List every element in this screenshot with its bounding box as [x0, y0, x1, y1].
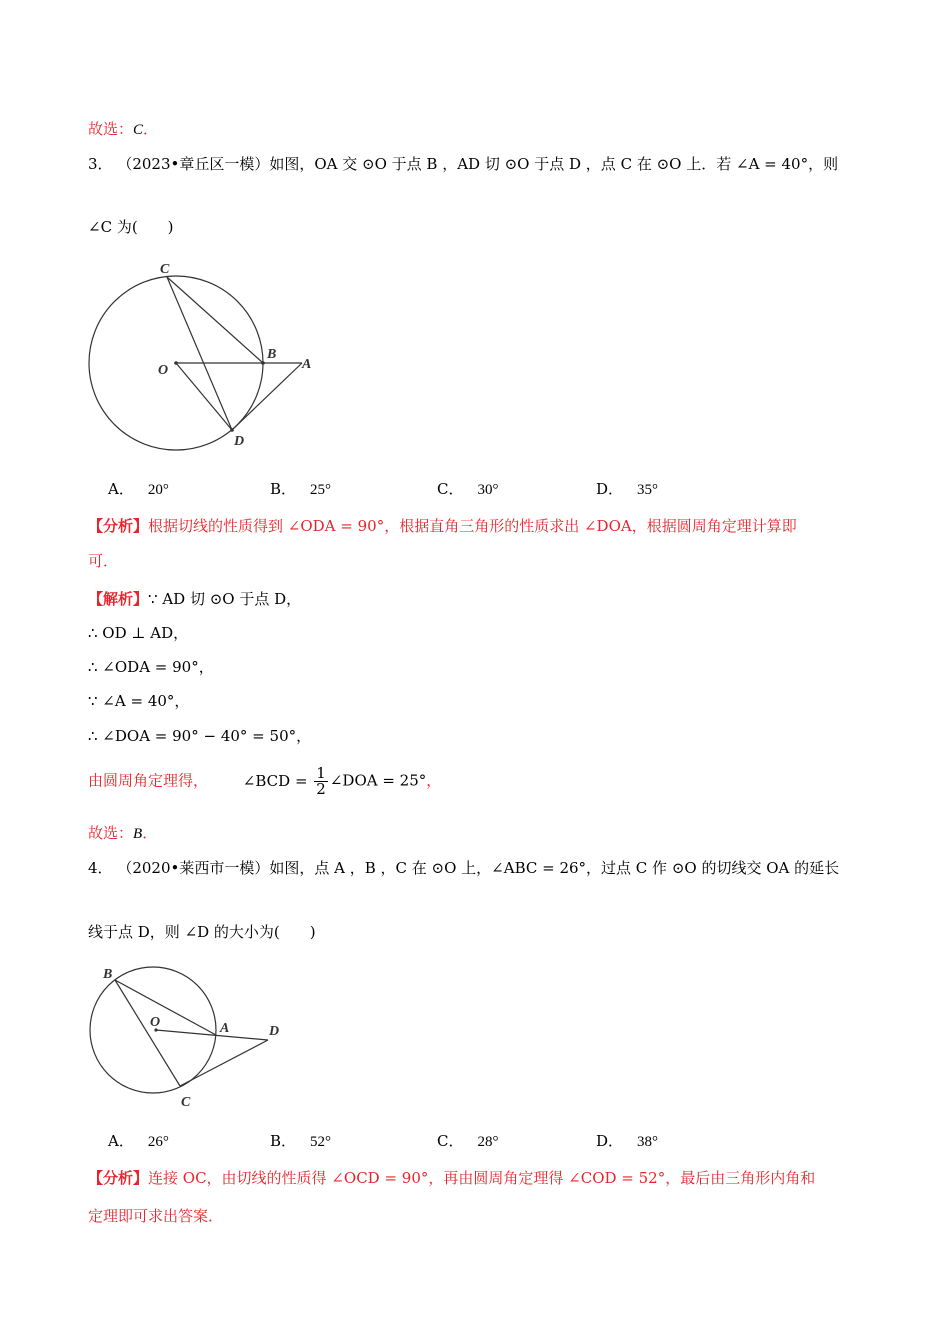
choose-answer: C	[133, 122, 144, 138]
q3-choose-line	[88, 822, 157, 843]
theorem-prefix: 由圆周角定理得，	[88, 771, 209, 790]
q3-stem-line2: ∠C 为( )	[88, 218, 174, 236]
theorem-suffix: ，	[426, 771, 442, 790]
analysis-text: 根据切线的性质得到 ∠ODA = 90°，根据直角三角形的性质求出 ∠DOA，根据圆周角定理计算即	[148, 517, 797, 535]
fraction-den: 2	[316, 780, 326, 798]
q4-analysis-line1	[88, 1167, 815, 1188]
q3-label-O: O	[158, 363, 169, 378]
option-label: D．	[596, 1132, 624, 1150]
q3-option-b[interactable]	[270, 478, 331, 499]
q3-point-D	[230, 428, 234, 432]
q3-point-B	[261, 361, 265, 365]
q4-option-b[interactable]	[270, 1130, 331, 1151]
q3-stem-text: 如图，OA 交 ⊙O 于点 B ，AD 切 ⊙O 于点 D ，点 C 在 ⊙O 上．若 ∠A = 40°，则	[269, 155, 839, 173]
analysis-tag: 【分析】	[88, 1169, 149, 1187]
q4-label-A: A	[220, 1021, 230, 1036]
q3-solution-step3: ∴ ∠ODA = 90°，	[88, 658, 214, 676]
q4-segment-OD	[156, 1030, 268, 1040]
q4-circle	[90, 967, 216, 1093]
q4-option-a[interactable]	[108, 1130, 169, 1151]
q4-number: 4．	[88, 859, 113, 877]
theorem-rhs: ∠DOA = 25°	[329, 771, 427, 790]
option-value: 28°	[477, 1134, 499, 1150]
choose-suffix: ．	[143, 120, 159, 138]
q3-label-C: C	[160, 262, 170, 277]
option-value: 30°	[477, 482, 499, 498]
q3-solution-line1	[88, 588, 301, 609]
q4-label-D: D	[269, 1024, 280, 1039]
solution-step: ∵ AD 切 ⊙O 于点 D，	[148, 590, 302, 608]
q4-label-O: O	[150, 1015, 161, 1030]
q4-source: （2020•莱西市一模）	[117, 859, 270, 877]
q3-theorem-line	[88, 766, 441, 797]
option-label: B．	[270, 1132, 297, 1150]
solution-tag: 【解析】	[88, 590, 149, 608]
option-label: B．	[270, 480, 297, 498]
q4-segment-BC	[115, 980, 180, 1086]
q3-source: （2023•章丘区一模）	[117, 155, 270, 173]
choose-suffix: ．	[142, 824, 158, 842]
q4-segment-CD	[180, 1040, 268, 1086]
option-value: 26°	[147, 1134, 169, 1150]
option-label: A．	[108, 1132, 134, 1150]
option-value: 35°	[637, 482, 659, 498]
q4-option-d[interactable]	[596, 1130, 658, 1151]
q3-segment-AD	[232, 363, 302, 430]
q3-figure	[80, 255, 330, 455]
q3-segment-OD	[176, 363, 232, 430]
q3-solution-step2: ∴ OD ⊥ AD，	[88, 624, 189, 642]
q3-analysis-line1	[88, 515, 797, 536]
q3-point-O	[174, 361, 178, 365]
option-value: 20°	[147, 482, 169, 498]
theorem-lhs: ∠BCD =	[242, 771, 308, 790]
option-label: A．	[108, 480, 134, 498]
option-label: C．	[437, 1132, 464, 1150]
q3-label-A: A	[302, 357, 312, 372]
option-value: 52°	[310, 1134, 332, 1150]
q3-option-a[interactable]	[108, 478, 169, 499]
q3-option-d[interactable]	[596, 478, 658, 499]
q3-stem-line1	[88, 153, 838, 174]
q4-label-C: C	[181, 1095, 191, 1110]
choose-answer: B	[133, 826, 143, 842]
q3-number: 3．	[88, 155, 113, 173]
q4-stem-line1	[88, 857, 839, 878]
q3-option-c[interactable]	[437, 478, 498, 499]
fraction-one-half	[314, 766, 328, 797]
option-label: D．	[596, 480, 624, 498]
q4-option-c[interactable]	[437, 1130, 498, 1151]
q3-segment-CD	[167, 277, 232, 430]
top-choose-line	[88, 118, 158, 139]
option-label: C．	[437, 480, 464, 498]
q3-analysis-line2: 可．	[88, 552, 119, 570]
q3-solution-step5: ∴ ∠DOA = 90° − 40° = 50°，	[88, 727, 312, 745]
analysis-text: 连接 OC，由切线的性质得 ∠OCD = 90°，再由圆周角定理得 ∠COD = 52°，最后由三角形内角和	[148, 1169, 816, 1187]
q4-figure	[80, 960, 300, 1110]
fraction-num: 1	[316, 764, 326, 782]
q4-stem-line2: 线于点 D，则 ∠D 的大小为( )	[88, 923, 316, 941]
choose-prefix: 故选：	[88, 120, 134, 138]
q3-label-D: D	[234, 434, 245, 449]
q4-stem-text: 如图，点 A ，B ，C 在 ⊙O 上，∠ABC = 26°，过点 C 作 ⊙O 的切线交 OA 的延长	[269, 859, 840, 877]
option-value: 38°	[637, 1134, 659, 1150]
choose-prefix: 故选：	[88, 824, 134, 842]
option-value: 25°	[310, 482, 332, 498]
q4-analysis-line2: 定理即可求出答案．	[88, 1207, 224, 1225]
analysis-tag: 【分析】	[88, 517, 149, 535]
q3-label-B: B	[267, 347, 277, 362]
q4-label-B: B	[103, 967, 113, 982]
q3-segment-CB	[167, 277, 263, 363]
q3-solution-step4: ∵ ∠A = 40°，	[88, 692, 190, 710]
